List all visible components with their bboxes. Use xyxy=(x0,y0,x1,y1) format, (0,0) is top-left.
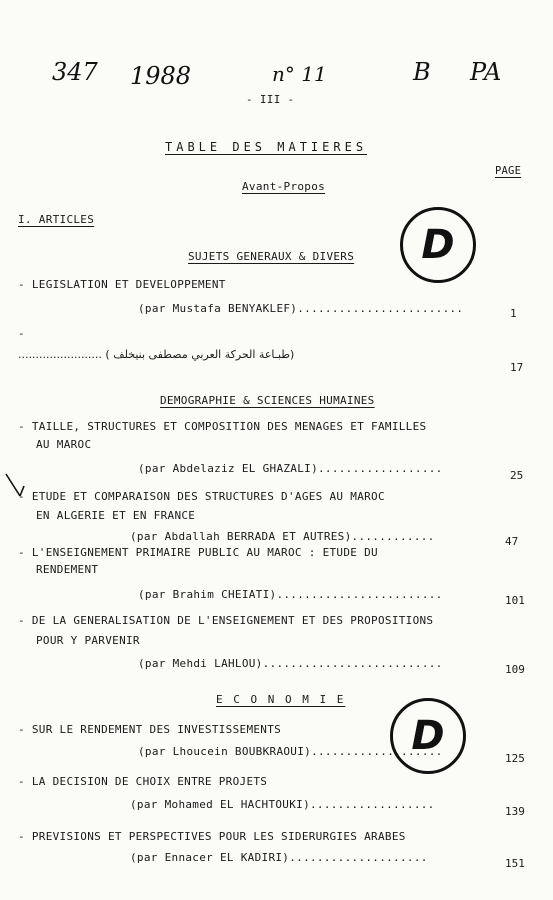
group-heading-demography: DEMOGRAPHIE & SCIENCES HUMAINES xyxy=(160,394,375,407)
entry-author: (par Lhoucein BOUBKRAOUI)................... xyxy=(138,745,443,758)
entry-page: 109 xyxy=(505,663,525,676)
handwritten-number-1: 347 xyxy=(52,58,98,86)
entry-title: - LA DECISION DE CHOIX ENTRE PROJETS xyxy=(18,775,268,788)
entry-title: - DE LA GENERALISATION DE L'ENSEIGNEMENT ET DES PROPOSITIONS xyxy=(18,614,434,627)
entry-author: (par Mehdi LAHLOU).......................... xyxy=(138,657,443,670)
entry-title-cont: AU MAROC xyxy=(36,438,92,451)
stamp-d-bottom xyxy=(390,698,466,774)
entry-title: - PREVISIONS ET PERSPECTIVES POUR LES SIDERURGIES ARABES xyxy=(18,830,406,843)
entry-author: (par Mohamed EL HACHTOUKI).................. xyxy=(130,798,435,811)
entry-author: (par Brahim CHEIATI)........................ xyxy=(138,588,443,601)
handwritten-letter: B xyxy=(413,58,431,86)
stamp-d-top xyxy=(400,207,476,283)
entry-page: 151 xyxy=(505,857,525,870)
entry-page: 125 xyxy=(505,752,525,765)
page-column-header: PAGE xyxy=(495,165,522,177)
entry-title-cont: EN ALGERIE ET EN FRANCE xyxy=(36,509,196,522)
entry-page: 139 xyxy=(505,805,525,818)
stamp-letter: D xyxy=(411,713,445,759)
handwritten-year: 1988 xyxy=(130,62,192,90)
entry-author: (par Abdelaziz EL GHAZALI).................. xyxy=(138,462,443,475)
entry-title: - TAILLE, STRUCTURES ET COMPOSITION DES MENAGES ET FAMILLES xyxy=(18,420,427,433)
entry-title-cont: RENDEMENT xyxy=(36,563,99,576)
entry-author: (par Ennacer EL KADIRI).................... xyxy=(130,851,428,864)
entry-title: - xyxy=(18,327,25,340)
page-number-top: - III - xyxy=(246,93,295,106)
entry-title: - L'ENSEIGNEMENT PRIMAIRE PUBLIC AU MAROC : ETUDE DU xyxy=(18,546,378,559)
entry-title: - SUR LE RENDEMENT DES INVESTISSEMENTS xyxy=(18,723,282,736)
entry-page: 1 xyxy=(510,307,517,320)
stamp-letter: D xyxy=(421,222,455,268)
group-heading-general: SUJETS GENERAUX & DIVERS xyxy=(188,250,355,263)
handwritten-code: PA xyxy=(470,58,502,86)
entry-author: (par Abdallah BERRADA ET AUTRES)............ xyxy=(130,530,435,543)
handwritten-issue: n° 11 xyxy=(272,62,327,86)
entry-title: - LEGISLATION ET DEVELOPPEMENT xyxy=(18,278,226,291)
avant-propos: Avant-Propos xyxy=(242,180,326,193)
entry-page: 25 xyxy=(510,469,524,482)
entry-author-arabic: (طبـاعة الحركة العربي مصطفى بنيخلف ) ........................ xyxy=(18,348,295,361)
group-heading-economy: E C O N O M I E xyxy=(216,693,346,706)
entry-page: 17 xyxy=(510,361,524,374)
entry-title: - ETUDE ET COMPARAISON DES STRUCTURES D'AGES AU MAROC xyxy=(18,490,385,503)
section-heading: I. ARTICLES xyxy=(18,213,95,226)
entry-page: 47 xyxy=(505,535,519,548)
page-title: TABLE DES MATIERES xyxy=(165,140,368,154)
entry-title-cont: POUR Y PARVENIR xyxy=(36,634,140,647)
entry-page: 101 xyxy=(505,594,525,607)
entry-author: (par Mustafa BENYAKLEF)........................ xyxy=(138,302,464,315)
